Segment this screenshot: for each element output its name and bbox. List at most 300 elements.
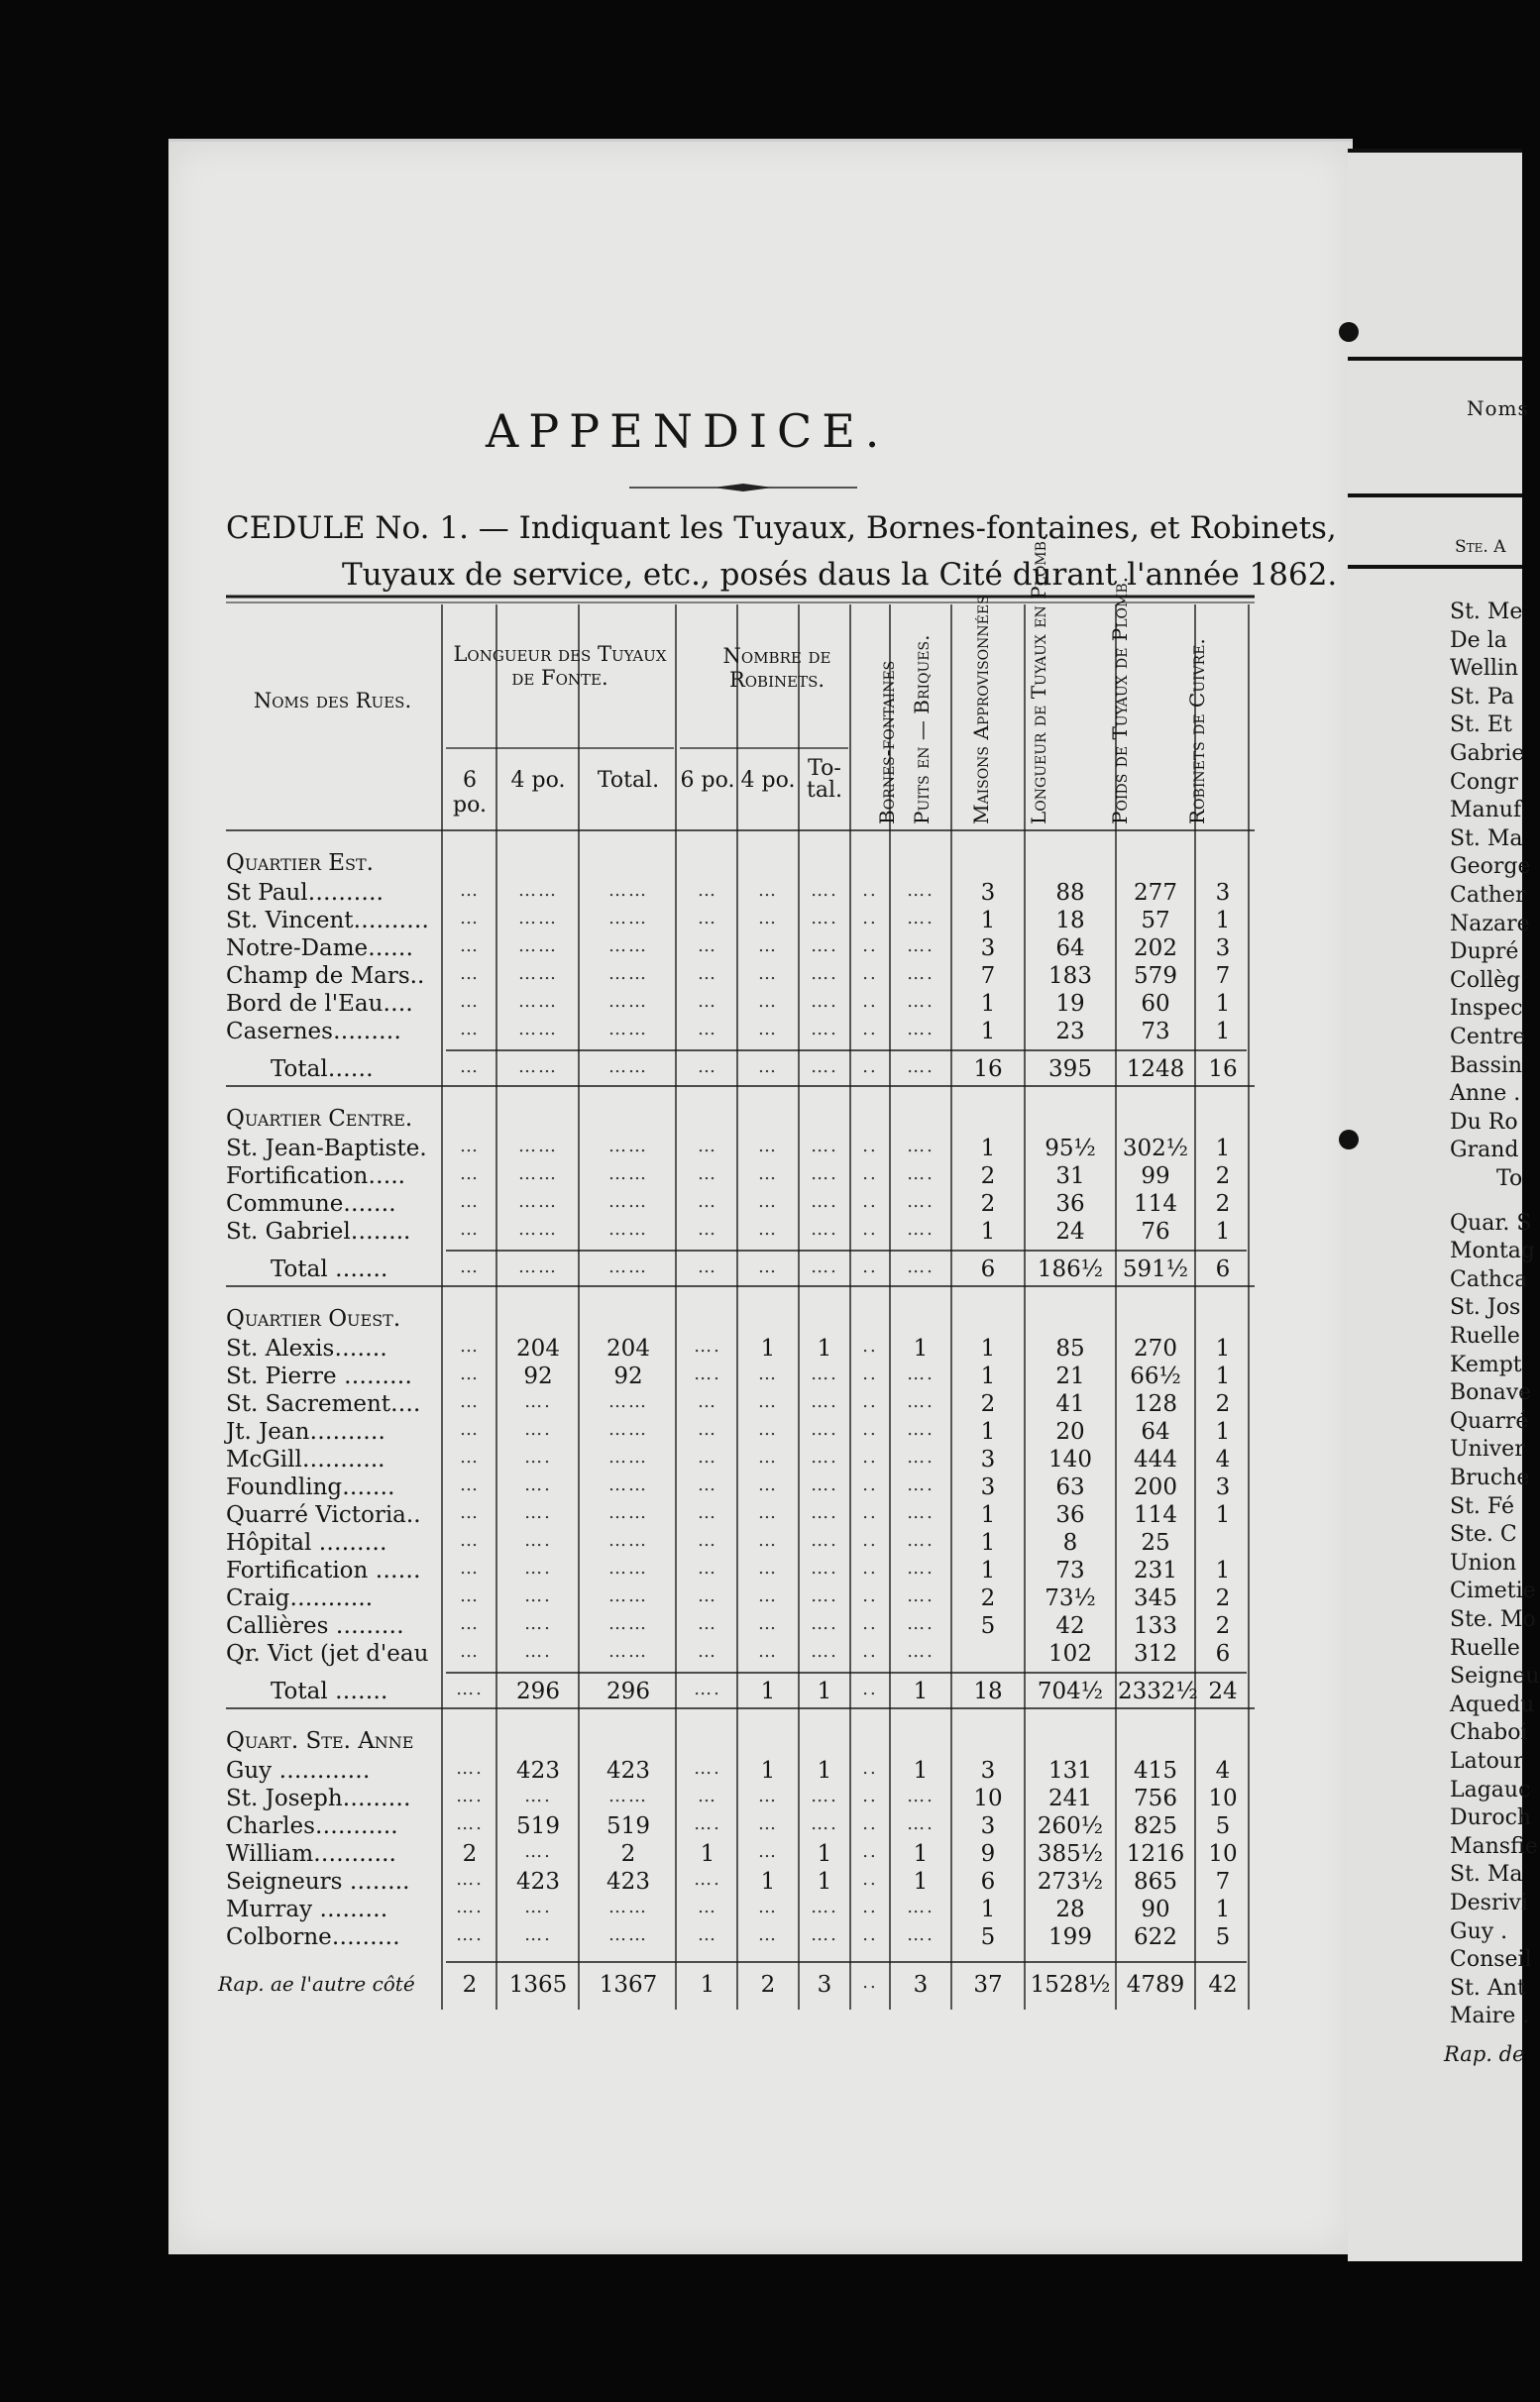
table-cell: …. — [456, 1679, 484, 1699]
table-cell: …… — [608, 1924, 648, 1945]
table-cell: … — [758, 908, 778, 928]
street-name: Commune……. — [226, 1191, 396, 1217]
table-row — [226, 1191, 1255, 1219]
table-cell: … — [460, 1219, 480, 1240]
table-cell: 9 — [980, 1841, 996, 1867]
table-row — [226, 1897, 1255, 1924]
table-cell: 8 — [1062, 1530, 1078, 1556]
table-cell: .. — [862, 1447, 878, 1468]
table-cell: … — [460, 1613, 480, 1634]
right-page-item: St. Fé — [1450, 1493, 1514, 1519]
table-row — [226, 1558, 1255, 1585]
table-cell: .. — [862, 1219, 878, 1240]
table-cell: 1 — [980, 1219, 996, 1245]
table-row — [226, 1364, 1255, 1391]
table-cell: …… — [608, 1585, 648, 1606]
right-page-item: Lagauc — [1450, 1777, 1531, 1802]
street-name: Craig……….. — [226, 1585, 374, 1611]
table-cell: 128 — [1134, 1391, 1177, 1417]
street-name: St. Vincent………. — [226, 908, 429, 933]
table-cell: 1 — [980, 1502, 996, 1528]
table-cell: …… — [608, 880, 648, 901]
table-cell: …. — [811, 1641, 838, 1662]
table-cell: …. — [811, 1163, 838, 1184]
table-cell: …. — [907, 1558, 935, 1579]
right-page-item: Ruelle — [1450, 1324, 1520, 1349]
table-row — [226, 1019, 1255, 1046]
table-cell: 41 — [1055, 1391, 1085, 1417]
table-cell: … — [460, 908, 480, 928]
table-cell: … — [460, 1641, 480, 1662]
table-cell: …… — [608, 1019, 648, 1039]
table-cell: …. — [907, 1364, 935, 1384]
table-cell: 102 — [1048, 1641, 1092, 1667]
table-cell: …. — [524, 1786, 552, 1806]
table-cell: … — [698, 1924, 717, 1945]
street-name: Seigneurs …….. — [226, 1869, 410, 1895]
table-cell: …… — [608, 1502, 648, 1523]
table-cell: …… — [608, 935, 648, 956]
right-page-item: Congr — [1450, 769, 1518, 795]
table-cell: …. — [907, 1163, 935, 1184]
table-cell: 1 — [1215, 908, 1231, 933]
table-cell: 7 — [1215, 1869, 1231, 1895]
table-cell: … — [460, 1391, 480, 1412]
table-cell: 6 — [980, 1869, 996, 1895]
sub-total: Total. — [597, 768, 660, 793]
table-cell: 28 — [1055, 1897, 1085, 1922]
table-cell: 20 — [1055, 1419, 1085, 1445]
table-cell: 23 — [1055, 1019, 1085, 1044]
table-cell: 2 — [1215, 1191, 1231, 1217]
table-cell: …. — [811, 1191, 838, 1212]
table-cell: …. — [907, 1897, 935, 1917]
right-page-item: Grand — [1450, 1138, 1519, 1163]
table-cell: …… — [518, 991, 558, 1012]
table-cell: 95½ — [1045, 1136, 1096, 1161]
table-cell: 57 — [1141, 908, 1170, 933]
table-cell: 73½ — [1045, 1585, 1096, 1611]
street-name: Casernes……… — [226, 1019, 401, 1044]
table-cell: …… — [608, 1474, 648, 1495]
table-cell: …. — [811, 1585, 838, 1606]
table-cell: 296 — [606, 1679, 650, 1704]
table-cell: …. — [907, 935, 935, 956]
table-cell: … — [698, 1163, 717, 1184]
table-cell: …. — [907, 1813, 935, 1834]
table-cell: .. — [862, 1163, 878, 1184]
table-cell: 2 — [980, 1391, 996, 1417]
table-cell: …… — [608, 991, 648, 1012]
right-page-item: Du Ro — [1450, 1109, 1518, 1135]
table-cell: .. — [862, 963, 878, 984]
right-page-item: Inspec — [1450, 996, 1523, 1022]
table-cell: …. — [524, 1530, 552, 1551]
table-cell: 1 — [817, 1869, 832, 1895]
table-cell: 1 — [1215, 1219, 1231, 1245]
table-cell: 1 — [980, 1336, 996, 1362]
table-cell: …… — [608, 1056, 648, 1077]
table-row — [226, 935, 1255, 963]
right-page-item: St. Et — [1450, 712, 1512, 738]
table-cell: 423 — [516, 1869, 560, 1895]
table-cell: …. — [694, 1758, 721, 1779]
table-cell: …… — [518, 1163, 558, 1184]
table-cell: … — [758, 880, 778, 901]
table-cell: …. — [524, 1391, 552, 1412]
right-page-item: Cimetie — [1450, 1579, 1536, 1604]
table-cell: …… — [608, 1558, 648, 1579]
table-cell: 1 — [1215, 1136, 1231, 1161]
table-cell: 423 — [606, 1758, 650, 1784]
table-cell: 1 — [980, 908, 996, 933]
table-cell: 21 — [1055, 1364, 1085, 1389]
table-cell: …. — [907, 1924, 935, 1945]
table-cell: .. — [862, 1256, 878, 1277]
table-cell: …. — [811, 1364, 838, 1384]
table-cell: 423 — [516, 1758, 560, 1784]
table-cell: … — [698, 1219, 717, 1240]
table-cell: …… — [518, 1191, 558, 1212]
table-cell: … — [758, 1474, 778, 1495]
table-cell: .. — [862, 1502, 878, 1523]
table-cell: … — [698, 1056, 717, 1077]
table-cell: … — [698, 1191, 717, 1212]
table-cell: … — [460, 1019, 480, 1039]
table-cell: .. — [862, 1530, 878, 1551]
table-cell: …. — [811, 1613, 838, 1634]
street-name: St. Joseph……… — [226, 1786, 411, 1811]
table-cell: 241 — [1048, 1786, 1092, 1811]
table-cell: …… — [608, 1219, 648, 1240]
table-row — [226, 1447, 1255, 1474]
table-cell: … — [460, 1558, 480, 1579]
table-cell: 1 — [760, 1869, 776, 1895]
street-name: Total ……. — [271, 1679, 388, 1704]
street-name: Callières ……… — [226, 1613, 404, 1639]
right-page-item: Union — [1450, 1550, 1517, 1576]
street-name: Guy ………… — [226, 1758, 371, 1784]
table-cell: …. — [456, 1924, 484, 1945]
table-cell: 260½ — [1037, 1813, 1104, 1839]
table-cell: …. — [907, 1641, 935, 1662]
table-cell: …. — [811, 1447, 838, 1468]
table-cell: … — [758, 1813, 778, 1834]
table-cell: … — [758, 1558, 778, 1579]
table-cell: … — [698, 1558, 717, 1579]
table-cell: 1 — [700, 1841, 715, 1867]
table-cell: 2 — [462, 1972, 478, 1998]
table-cell: 6 — [1215, 1256, 1231, 1282]
table-cell: … — [460, 1474, 480, 1495]
right-page-item: Ste. Mo — [1450, 1607, 1536, 1632]
right-page-item: To — [1496, 1166, 1523, 1191]
table-cell: 1 — [1215, 1019, 1231, 1044]
table-cell: … — [758, 1364, 778, 1384]
table-cell: 92 — [613, 1364, 643, 1389]
table-cell: .. — [862, 1786, 878, 1806]
table-cell: 2 — [1215, 1585, 1231, 1611]
table-cell: …… — [608, 1163, 648, 1184]
street-name: William……….. — [226, 1841, 396, 1867]
table-cell: .. — [862, 880, 878, 901]
table-cell: … — [758, 1897, 778, 1917]
header-puits: Puits en — Briques. — [910, 634, 934, 824]
table-cell: … — [460, 1419, 480, 1440]
table-cell: .. — [862, 1813, 878, 1834]
table-cell: …. — [811, 1924, 838, 1945]
table-row — [226, 1391, 1255, 1419]
table-cell: .. — [862, 1019, 878, 1039]
table-row — [226, 1841, 1255, 1869]
table-cell: 2 — [1215, 1163, 1231, 1189]
table-cell: 1 — [980, 1558, 996, 1583]
table-cell: 76 — [1141, 1219, 1170, 1245]
table-cell: 1 — [1215, 991, 1231, 1017]
table-row — [226, 880, 1255, 908]
table-cell: 3 — [817, 1972, 832, 1998]
table-cell: … — [758, 991, 778, 1012]
right-facing-page — [1348, 149, 1540, 2261]
table-cell: .. — [862, 1924, 878, 1945]
header-longueur: Longueur des Tuyaux de Fonte. — [453, 642, 667, 690]
table-row — [226, 908, 1255, 935]
right-page-item: Bonave — [1450, 1380, 1532, 1406]
table-cell: … — [698, 963, 717, 984]
table-cell: … — [758, 1256, 778, 1277]
table-row — [226, 1641, 1255, 1669]
table-cell: …. — [811, 880, 838, 901]
table-cell: 25 — [1141, 1530, 1170, 1556]
street-name: Quarré Victoria.. — [226, 1502, 421, 1528]
street-name: Champ de Mars.. — [226, 963, 425, 989]
right-page-item: Manuf — [1450, 798, 1522, 823]
right-page-item: Conseil — [1450, 1947, 1532, 1973]
table-cell: 73 — [1055, 1558, 1085, 1583]
table-cell: .. — [862, 908, 878, 928]
table-cell: 5 — [1215, 1813, 1231, 1839]
section-row — [226, 1728, 1255, 1756]
table-cell: … — [758, 1163, 778, 1184]
table-cell: …. — [694, 1336, 721, 1357]
table-cell: 2 — [760, 1972, 776, 1998]
table-row — [226, 963, 1255, 991]
table-cell: … — [698, 991, 717, 1012]
table-cell: 85 — [1055, 1336, 1085, 1362]
table-cell: 24 — [1208, 1679, 1238, 1704]
table-cell: …. — [907, 1391, 935, 1412]
table-cell: …. — [456, 1813, 484, 1834]
table-cell: .. — [862, 1841, 878, 1862]
table-cell: 1528½ — [1030, 1972, 1111, 1998]
table-cell: … — [698, 1502, 717, 1523]
table-cell: .. — [862, 935, 878, 956]
table-cell: …… — [608, 1391, 648, 1412]
table-cell: 7 — [980, 963, 996, 989]
table-cell: …… — [518, 935, 558, 956]
table-cell: 591½ — [1122, 1256, 1189, 1282]
street-name: St. Pierre ……… — [226, 1364, 412, 1389]
table-cell: 202 — [1134, 935, 1177, 961]
table-cell: … — [698, 1613, 717, 1634]
table-cell: … — [460, 880, 480, 901]
table-cell: …. — [907, 1474, 935, 1495]
sub-6po: 6 po. — [453, 768, 487, 818]
table-cell: …… — [518, 1219, 558, 1240]
table-cell: 312 — [1134, 1641, 1177, 1667]
table-cell: 1 — [817, 1758, 832, 1784]
right-page-item: De la — [1450, 627, 1507, 653]
right-page-item: St. Ma — [1450, 825, 1523, 851]
table-cell: … — [698, 1391, 717, 1412]
table-cell: 277 — [1134, 880, 1177, 906]
table-cell: … — [698, 880, 717, 901]
street-name: Notre-Dame…… — [226, 935, 414, 961]
right-page-item: Centre — [1450, 1025, 1526, 1049]
table-cell: … — [698, 1419, 717, 1440]
table-cell: 423 — [606, 1869, 650, 1895]
table-cell: 92 — [523, 1364, 553, 1389]
table-cell: … — [460, 1364, 480, 1384]
table-cell: …. — [907, 1219, 935, 1240]
table-cell: .. — [862, 1585, 878, 1606]
table-row — [226, 1136, 1255, 1163]
table-cell: … — [460, 1136, 480, 1156]
table-cell: …. — [811, 1136, 838, 1156]
table-cell: … — [758, 1786, 778, 1806]
table-cell: 1 — [913, 1869, 929, 1895]
table-cell: 19 — [1055, 991, 1085, 1017]
table-cell: …… — [518, 963, 558, 984]
header-robinets-cuivre: Robinets de Cuivre. — [1185, 638, 1209, 824]
table-cell: 2 — [1215, 1391, 1231, 1417]
table-cell: 3 — [1215, 880, 1231, 906]
table-cell: …. — [907, 1585, 935, 1606]
table-cell: .. — [862, 1474, 878, 1495]
right-page-item: Bassin — [1450, 1052, 1523, 1078]
table-cell: 186½ — [1037, 1256, 1104, 1282]
sub-4po-rob: 4 po. — [740, 768, 796, 793]
table-cell: …… — [608, 908, 648, 928]
table-cell: 579 — [1134, 963, 1177, 989]
table-cell: 1 — [700, 1972, 715, 1998]
table-cell: 622 — [1134, 1924, 1177, 1950]
table-cell: …. — [907, 1419, 935, 1440]
sub-total-rob: To- tal. — [807, 756, 842, 803]
table-row — [226, 991, 1255, 1019]
table-cell: 6 — [1215, 1641, 1231, 1667]
street-name: Quart. Ste. Anne — [226, 1728, 414, 1754]
right-page-carry: Rap. de — [1444, 2042, 1525, 2066]
table-row — [226, 1924, 1255, 1952]
table-cell: 10 — [1208, 1786, 1238, 1811]
table-cell: 3 — [1215, 935, 1231, 961]
binding-hole — [1339, 1130, 1359, 1149]
table-cell: 3 — [913, 1972, 929, 1998]
table-cell: 519 — [516, 1813, 560, 1839]
table-cell: 66½ — [1130, 1364, 1181, 1389]
table-cell: …… — [608, 1447, 648, 1468]
table-cell: …. — [524, 1558, 552, 1579]
right-page-item: Duroch — [1450, 1805, 1532, 1831]
table-cell: 1248 — [1126, 1056, 1185, 1082]
street-name: St. Alexis……. — [226, 1336, 387, 1362]
table-cell: 114 — [1134, 1191, 1177, 1217]
table-row — [226, 1813, 1255, 1841]
table-cell: …. — [456, 1897, 484, 1917]
table-cell: … — [698, 935, 717, 956]
right-page-item: St. Ant — [1450, 1975, 1526, 2001]
table-cell: 31 — [1055, 1163, 1085, 1189]
table-cell: …. — [524, 1447, 552, 1468]
right-page-item: St. Ma — [1450, 1862, 1523, 1888]
right-page-item: Quar. S — [1450, 1210, 1532, 1236]
table-cell: … — [698, 1019, 717, 1039]
table-cell: …. — [811, 1391, 838, 1412]
street-name: Quartier Ouest. — [226, 1306, 401, 1332]
table-cell: … — [758, 1056, 778, 1077]
table-cell: 1 — [913, 1336, 929, 1362]
table-cell: 60 — [1141, 991, 1170, 1017]
table-cell: 3 — [980, 1447, 996, 1473]
right-page-item: St. Me — [1450, 600, 1523, 624]
table-cell: …. — [907, 1530, 935, 1551]
table-cell: 2332½ — [1118, 1679, 1198, 1704]
table-cell: …… — [608, 1136, 648, 1156]
table-cell: …… — [608, 1419, 648, 1440]
table-cell: .. — [862, 1191, 878, 1212]
table-cell: …. — [907, 1136, 935, 1156]
right-page-item: Ruelle — [1450, 1635, 1520, 1661]
table-cell: 36 — [1055, 1502, 1085, 1528]
table-cell: 1 — [760, 1336, 776, 1362]
table-cell: 3 — [980, 1474, 996, 1500]
table-cell: 3 — [1215, 1474, 1231, 1500]
table-cell: …. — [907, 1447, 935, 1468]
table-cell: …. — [694, 1679, 721, 1699]
table-cell: …… — [608, 1191, 648, 1212]
table-cell: 2 — [462, 1841, 478, 1867]
table-cell: 4 — [1215, 1758, 1231, 1784]
table-cell: 73 — [1141, 1019, 1170, 1044]
street-name: Jt. Jean………. — [226, 1419, 385, 1445]
table-cell: … — [698, 1136, 717, 1156]
right-page-header: Noms — [1467, 396, 1529, 420]
table-cell: … — [460, 1163, 480, 1184]
table-cell: .. — [862, 1419, 878, 1440]
table-cell: … — [758, 963, 778, 984]
table-cell: …… — [608, 1641, 648, 1662]
table-cell: …. — [811, 1530, 838, 1551]
table-cell: … — [758, 1419, 778, 1440]
table-cell: 64 — [1055, 935, 1085, 961]
table-cell: … — [460, 935, 480, 956]
table-cell: 3 — [980, 1758, 996, 1784]
table-row — [226, 1613, 1255, 1641]
table-cell: …… — [608, 1256, 648, 1277]
table-cell: 16 — [973, 1056, 1003, 1082]
table-cell: …. — [811, 1502, 838, 1523]
table-cell: …. — [907, 1256, 935, 1277]
table-cell: … — [758, 935, 778, 956]
table-cell: 5 — [980, 1613, 996, 1639]
table-cell: 1 — [1215, 1502, 1231, 1528]
right-page-subheader: Ste. A — [1455, 537, 1506, 557]
table-cell: … — [698, 1641, 717, 1662]
table-cell: 1365 — [508, 1972, 568, 1998]
cedule-line-1: CEDULE No. 1. — Indiquant les Tuyaux, Bornes-fontaines, et Robinets, — [226, 510, 1337, 546]
table-cell: …. — [811, 1474, 838, 1495]
